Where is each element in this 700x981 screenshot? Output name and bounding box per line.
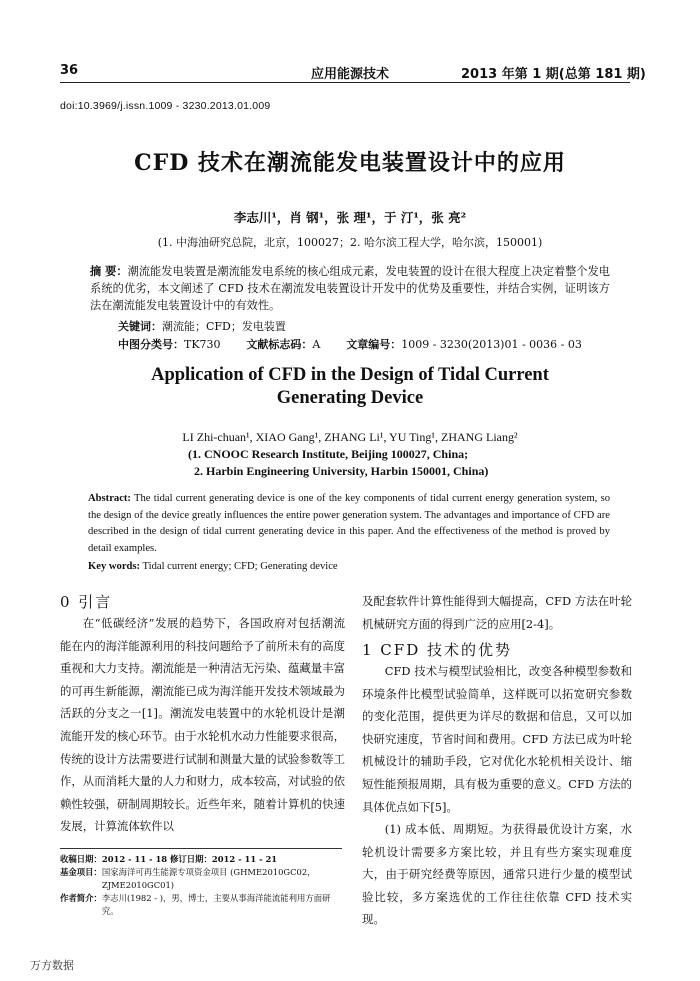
section-1-paragraph-1 <box>362 660 632 818</box>
affiliation-en-1: (1. CNOOC Research Institute, Beijing 100027, China; <box>188 447 469 461</box>
keywords-en-text: Tidal current energy; CFD; Generating device <box>140 561 338 572</box>
title-en-line2: Generating Device <box>276 388 424 408</box>
affiliation-en-2: 2. Harbin Engineering University, Harbin 150001, China) <box>194 464 489 478</box>
fund-text: 国家海洋可再生能源专项资金项目 (GHME2010GC02，ZJME2010GC01) <box>101 867 316 890</box>
title-en-line1: Application of CFD in the Design of Tidal Current <box>151 365 549 385</box>
authors-cn: 李志川¹，肖 钢¹，张 理¹，于 汀¹，张 亮² <box>233 210 467 225</box>
journal-name: 应用能源技术 <box>311 67 390 82</box>
keywords-en-label: Key words: <box>88 561 141 572</box>
page-number: 36 <box>60 63 79 78</box>
section-0-heading: 0 引言 <box>60 593 113 611</box>
fund-line <box>60 866 345 892</box>
abstract-cn-label: 摘 要： <box>90 264 128 278</box>
clc-label: 中图分类号： <box>118 338 184 351</box>
abstract-en-label: Abstract: <box>88 493 131 504</box>
section-1-text-2: (1) 成本低、周期短。为获得最优设计方案，水轮机设计需要多方案比较，并且有些方案实现难度大，由于研究经费等原因，通常只进行少量的模型试验比较，多方案选优的工作往往依靠 CFD 技术实现。 <box>362 822 632 927</box>
abstract-en <box>88 491 610 557</box>
section-0-paragraph <box>60 612 345 838</box>
author-bio-label: 作者简介： <box>60 893 102 903</box>
doc-code-label: 文献标志码： <box>246 338 313 351</box>
article-no-label: 文章编号： <box>346 338 402 351</box>
issue-info: 2013 年第 1 期(总第 181 期) <box>461 67 646 82</box>
keywords-cn-text: 潮流能；CFD；发电装置 <box>162 320 286 333</box>
title-en <box>0 364 700 410</box>
footnote-rule <box>60 848 342 849</box>
author-bio-text: 李志川(1982 - )，男，博士，主要从事海洋能流能利用方面研究。 <box>101 893 331 916</box>
footnotes <box>60 853 345 918</box>
watermark: 万方数据 <box>30 959 74 972</box>
section-1-text-1: CFD 技术与模型试验相比，改变各种模型参数和环境条件比模型试验简单，这样既可以拓宽研究参数的变化范围，提供更为详尽的数据和信息，又可以加快研究速度，节省时间和费用。CFD 方法已成为叶轮机械设计的辅助手段，它对优化水轮机相关设计、缩短性能预报周期，具有极为重要的意义。CFD 方法的具体优点如下[5]。 <box>362 664 632 814</box>
clc-value: TK730 <box>184 338 221 351</box>
keywords-cn-label: 关键词： <box>118 320 162 333</box>
keywords-en <box>88 559 610 576</box>
authors-en: LI Zhi-chuan¹, XIAO Gang¹, ZHANG Li¹, YU Ting¹, ZHANG Liang² <box>182 430 518 444</box>
section-1-heading: 1 CFD 技术的优势 <box>362 641 512 659</box>
doi: doi:10.3969/j.issn.1009 - 3230.2013.01.009 <box>60 100 271 112</box>
title-cn: CFD 技术在潮流能发电装置设计中的应用 <box>134 150 566 176</box>
classification-line <box>118 336 582 352</box>
received-date: 收稿日期：2012 - 11 - 18 修订日期：2012 - 11 - 21 <box>60 854 278 864</box>
abstract-cn <box>90 263 610 314</box>
fund-label: 基金项目： <box>60 867 102 877</box>
article-no-value: 1009 - 3230(2013)01 - 0036 - 03 <box>401 338 582 351</box>
section-0-text: 在“低碳经济”发展的趋势下，各国政府对包括潮流能在内的海洋能源利用的科技问题给予了前所未有的高度重视和大力支持。潮流能是一种清洁无污染、蕴藏量丰富的可再生新能源，潮流能已成为海洋能开发技术领域最为活跃的分支之一[1]。潮流发电装置中的水轮机设计是潮流能开发的核心环节。由于水轮机水动力性能要求很高，传统的设计方法需要进行试制和测量大量的试验参数等工作，从而消耗大量的人力和财力，成本较高，对试验的依赖性较强，研制周期较长。近些年来，随着计算机的快速发展，计算流体软件以 <box>60 616 345 834</box>
right-col-continuation: 及配套软件计算性能得到大幅提高，CFD 方法在叶轮机械研究方面的得到广泛的应用[2-4]。 <box>362 594 632 631</box>
affiliation-cn: (1. 中海油研究总院，北京，100027；2. 哈尔滨工程大学，哈尔滨，150001) <box>157 236 543 249</box>
section-1-paragraph-2 <box>362 818 632 931</box>
author-bio-line <box>60 892 345 918</box>
keywords-cn <box>118 318 286 334</box>
header-rule <box>60 82 630 83</box>
abstract-en-text: The tidal current generating device is one of the key components of tidal current energy generation system, so the design of the device greatly influences the entire power generation system. The advantages and importance of CFD are described in the design of tidal current generating device in this paper. And the effectiveness of the method is proved by detail examples. <box>88 493 610 554</box>
abstract-cn-text: 潮流能发电装置是潮流能发电系统的核心组成元素，发电装置的设计在很大程度上决定着整个发电系统的优劣，本文阐述了 CFD 技术在潮流发电装置设计开发中的优势及重要性，并结合实例，证明该方法在潮流能发电装置设计中的有效性。 <box>90 265 610 312</box>
doc-code-value: A <box>312 338 321 351</box>
